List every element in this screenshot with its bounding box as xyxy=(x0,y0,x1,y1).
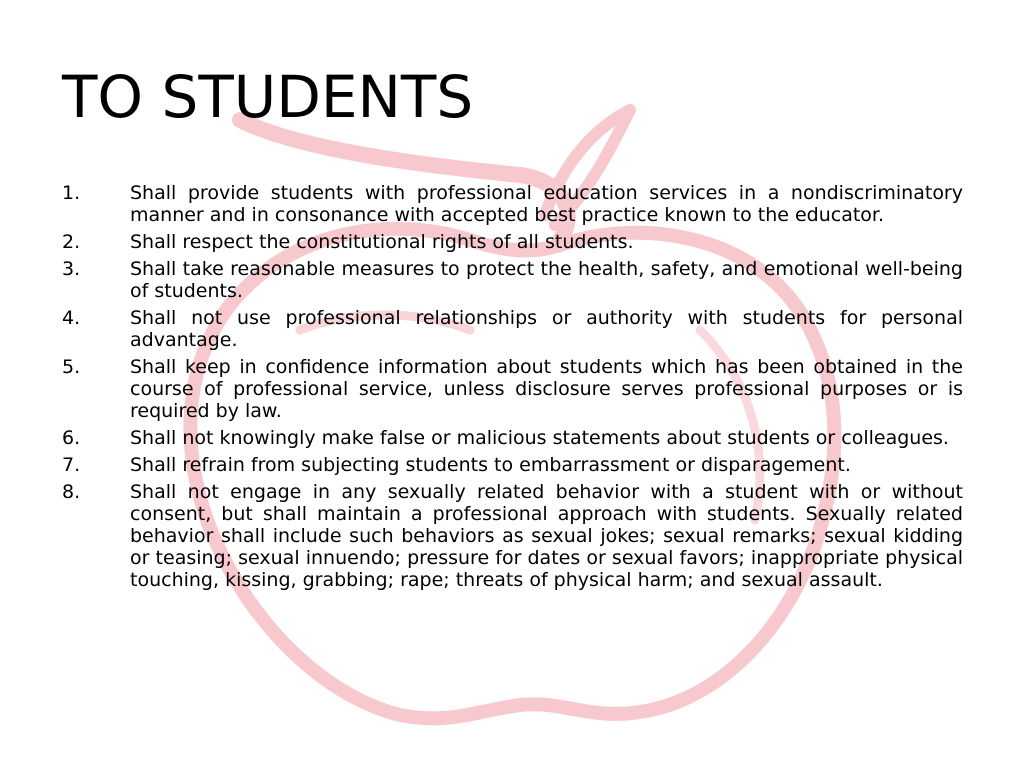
item-text: Shall keep in confidence information about students which has been obtained in the course of professional service, unless disclosure serves professional purposes or is required by law. xyxy=(130,356,963,422)
item-text: Shall not engage in any sexually related behavior with a student with or without consent, but shall maintain a professional approach with students. Sexually related behavior shall include such behaviors as sexual jokes; sexual remarks; sexual kidding or teasing; sexual innuendo; pressure for dates or sexual favors; inappropriate physical touching, kissing, grabbing; rape; threats of physical harm; and sexual assault. xyxy=(130,481,963,591)
code-of-conduct-list xyxy=(62,182,963,596)
list-item xyxy=(62,231,963,253)
item-text: Shall refrain from subjecting students to embarrassment or disparagement. xyxy=(130,454,851,476)
item-text: Shall respect the constitutional rights of all students. xyxy=(130,231,634,253)
item-number: 5. xyxy=(62,356,81,378)
item-text: Shall not knowingly make false or malicious statements about students or colleagues. xyxy=(130,427,949,449)
item-number: 8. xyxy=(62,481,81,503)
item-number: 1. xyxy=(62,182,81,204)
item-number: 7. xyxy=(62,454,81,476)
list-item xyxy=(62,258,963,302)
item-text: Shall take reasonable measures to protect the health, safety, and emotional well-being of students. xyxy=(130,258,963,302)
list-item xyxy=(62,356,963,422)
list-item xyxy=(62,307,963,351)
item-number: 6. xyxy=(62,427,81,449)
item-text: Shall provide students with professional education services in a nondiscriminatory manner and in consonance with accepted best practice known to the educator. xyxy=(130,182,963,226)
item-number: 4. xyxy=(62,307,81,329)
list-item xyxy=(62,182,963,226)
list-item xyxy=(62,481,963,591)
item-number: 2. xyxy=(62,231,81,253)
list-item xyxy=(62,454,963,476)
item-text: Shall not use professional relationships or authority with students for personal advantage. xyxy=(130,307,963,351)
slide-title: TO STUDENTS xyxy=(62,63,474,131)
list-item xyxy=(62,427,963,449)
item-number: 3. xyxy=(62,258,81,280)
